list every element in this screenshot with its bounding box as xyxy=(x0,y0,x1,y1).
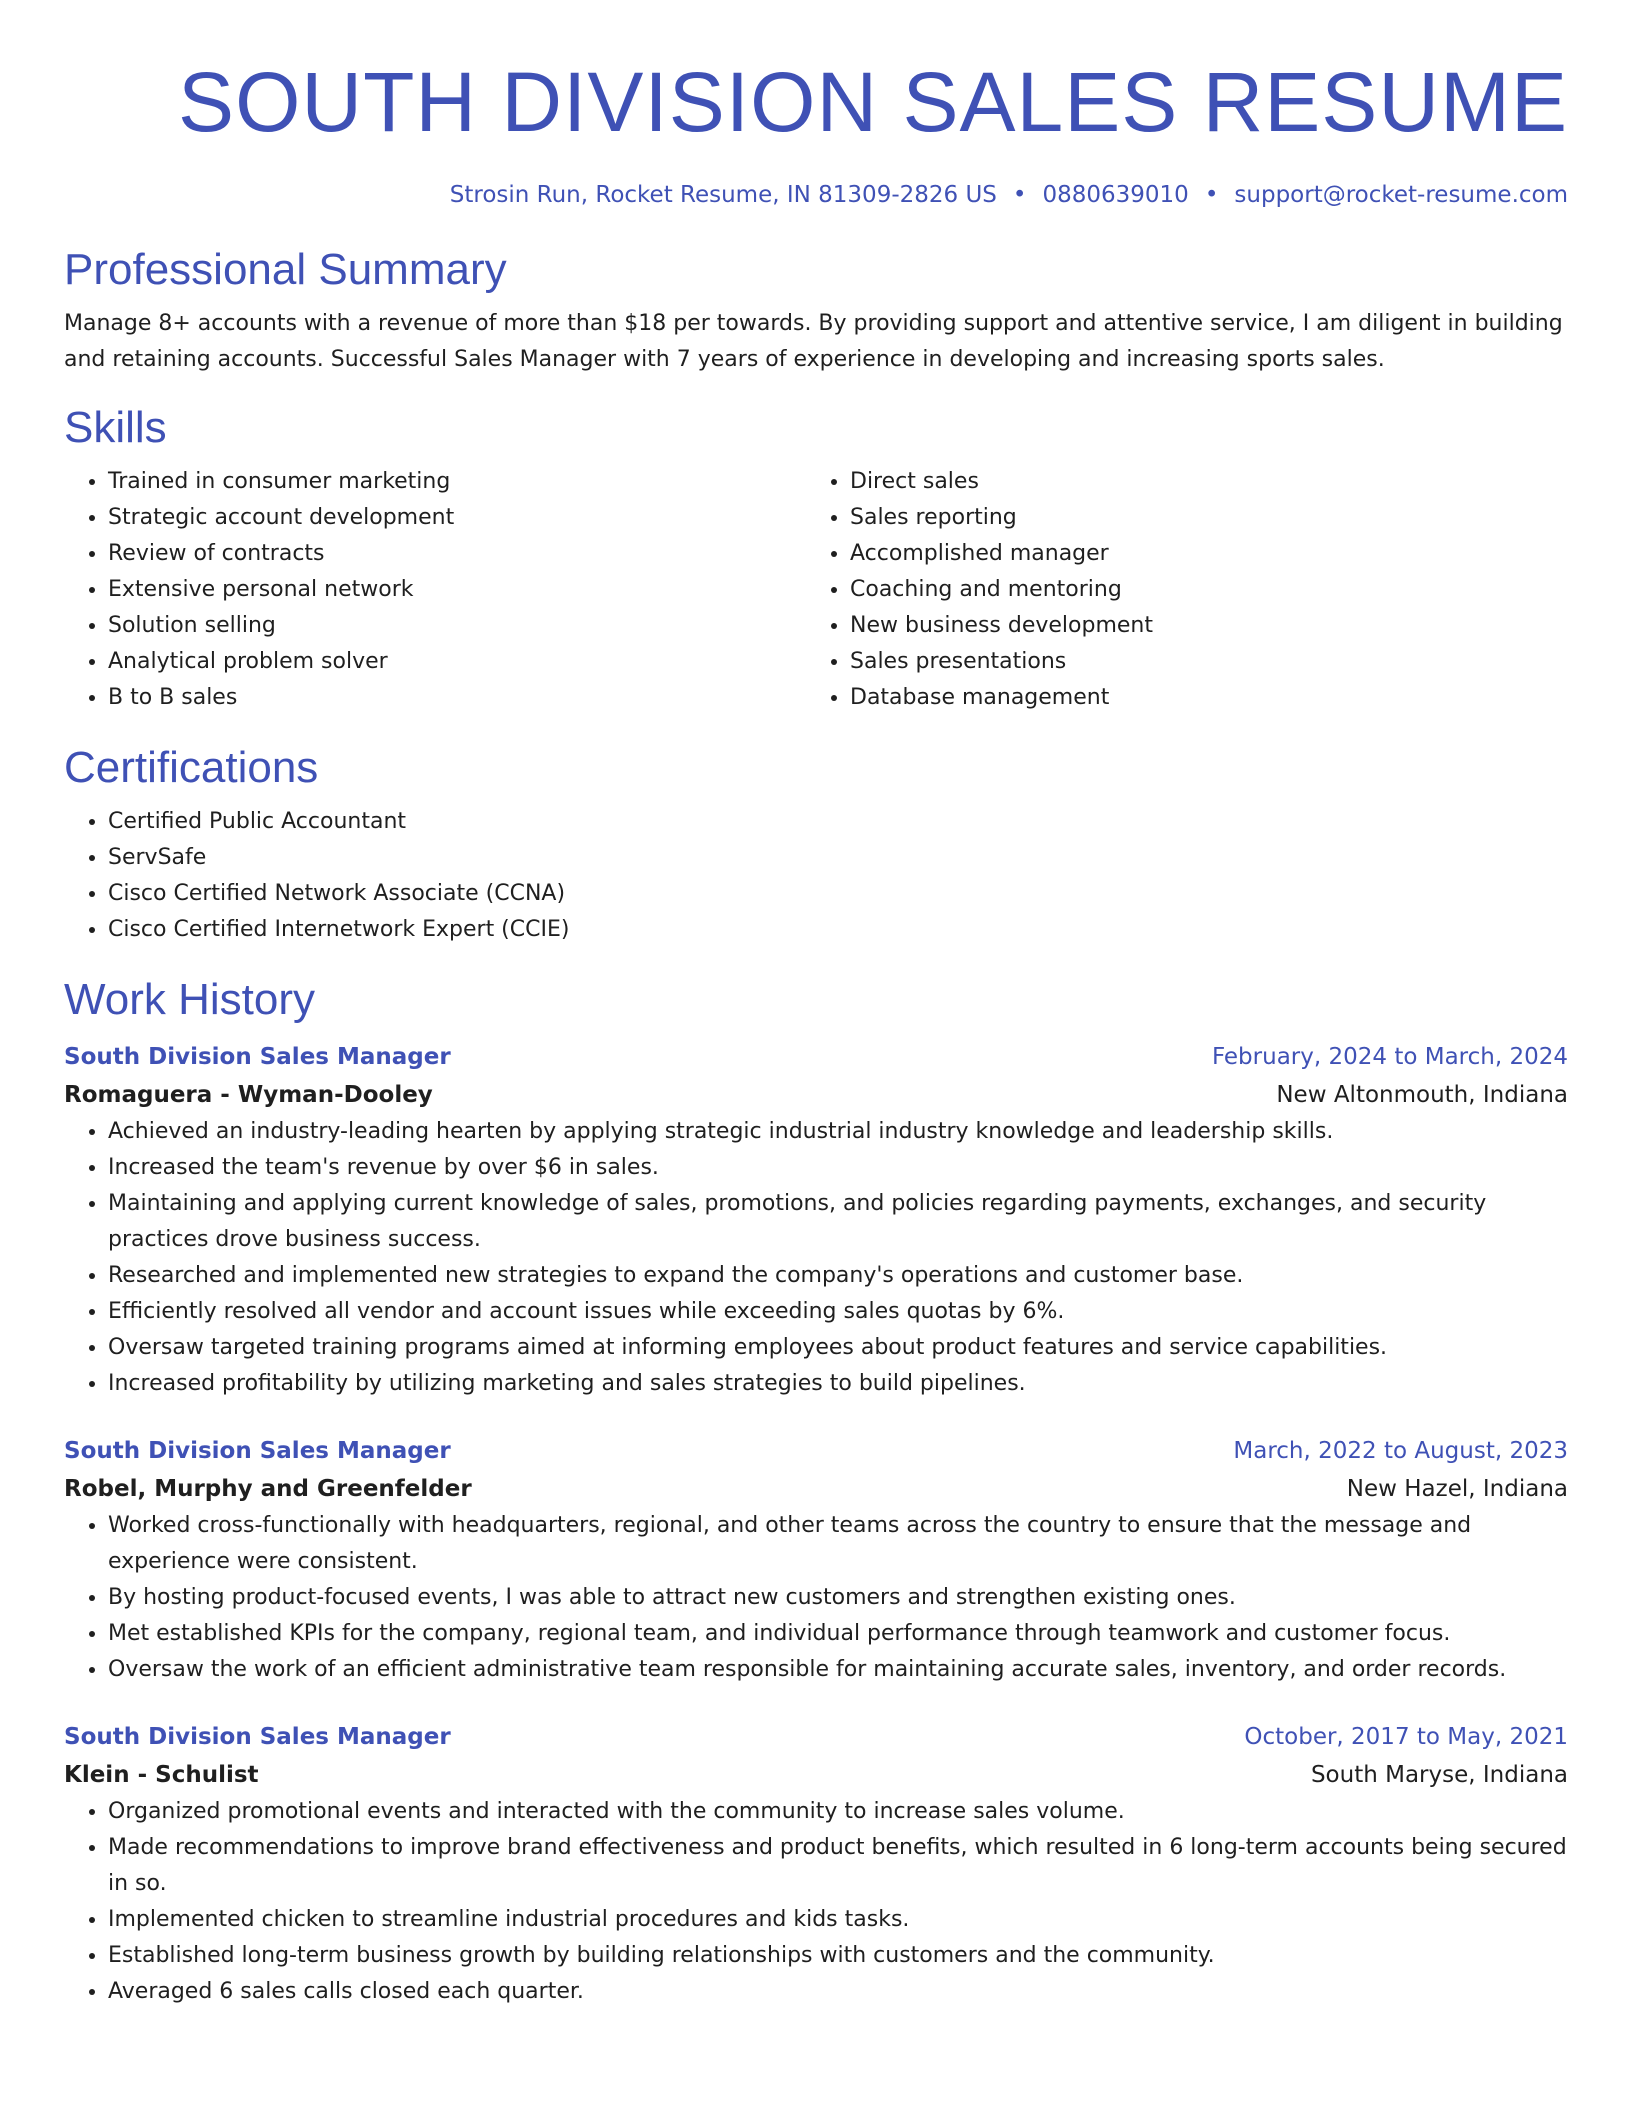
skill-item: • Trained in consumer marketing xyxy=(108,464,806,500)
skills-left-column xyxy=(64,464,806,716)
job-bullet-list xyxy=(64,1114,1568,1402)
job-bullet: • Worked cross-functionally with headquarters, regional, and other teams across the country to ensure that the message and experience were consistent. xyxy=(108,1508,1568,1580)
skill-item: • Solution selling xyxy=(108,608,806,644)
job-company: Romaguera - Wyman-Dooley xyxy=(64,1082,433,1108)
contact-address: Strosin Run, Rocket Resume, IN 81309-2826 US xyxy=(449,182,997,208)
skills-section xyxy=(64,402,1568,716)
certification-item: • ServSafe xyxy=(108,840,1568,876)
skills-columns xyxy=(64,464,1568,716)
job-bullet: • Researched and implemented new strategies to expand the company's operations and customer base. xyxy=(108,1258,1568,1294)
certification-item: • Cisco Certified Internetwork Expert (CCIE) xyxy=(108,912,1568,948)
skill-item: • Strategic account development xyxy=(108,500,806,536)
skills-left-list xyxy=(64,464,806,716)
job-location: New Altonmouth, Indiana xyxy=(1276,1082,1568,1108)
contact-line xyxy=(64,180,1568,210)
skills-heading: Skills xyxy=(64,403,167,452)
job-bullet: • Achieved an industry-leading hearten by applying strategic industrial industry knowledge and leadership skills. xyxy=(108,1114,1568,1150)
certifications-list xyxy=(64,804,1568,948)
job-company-row xyxy=(64,1076,1568,1114)
job-title-row xyxy=(64,1038,1568,1076)
job-title-row xyxy=(64,1432,1568,1470)
job-entry xyxy=(64,1432,1568,1688)
skill-item: • Coaching and mentoring xyxy=(850,572,1548,608)
job-dates: February, 2024 to March, 2024 xyxy=(1211,1044,1568,1070)
skill-item: • Accomplished manager xyxy=(850,536,1548,572)
job-title: South Division Sales Manager xyxy=(64,1724,451,1750)
job-bullet: • Increased the team's revenue by over $6 in sales. xyxy=(108,1150,1568,1186)
summary-heading: Professional Summary xyxy=(64,245,507,294)
job-bullet-list xyxy=(64,1508,1568,1688)
skill-item: • Direct sales xyxy=(850,464,1548,500)
summary-section xyxy=(64,244,1568,378)
skills-right-column xyxy=(806,464,1548,716)
job-title: South Division Sales Manager xyxy=(64,1438,451,1464)
skill-item: • Analytical problem solver xyxy=(108,644,806,680)
job-title-row xyxy=(64,1718,1568,1756)
job-location: New Hazel, Indiana xyxy=(1346,1476,1568,1502)
contact-phone: 0880639010 xyxy=(1042,182,1189,208)
job-bullet: • Established long-term business growth by building relationships with customers and the community. xyxy=(108,1938,1568,1974)
job-bullet: • Oversaw targeted training programs aimed at informing employees about product features and service capabilities. xyxy=(108,1330,1568,1366)
work-history-heading: Work History xyxy=(64,975,315,1024)
job-title: South Division Sales Manager xyxy=(64,1044,451,1070)
job-bullet: • Oversaw the work of an efficient administrative team responsible for maintaining accurate sales, inventory, and order records. xyxy=(108,1652,1568,1688)
job-bullet: • Met established KPIs for the company, regional team, and individual performance through teamwork and customer focus. xyxy=(108,1616,1568,1652)
job-company: Klein - Schulist xyxy=(64,1762,259,1788)
job-bullet: • Made recommendations to improve brand effectiveness and product benefits, which resulted in 6 long-term accounts being secured in so. xyxy=(108,1830,1568,1902)
job-bullet: • Increased profitability by utilizing marketing and sales strategies to build pipelines. xyxy=(108,1366,1568,1402)
skill-item: • Extensive personal network xyxy=(108,572,806,608)
job-company: Robel, Murphy and Greenfelder xyxy=(64,1476,472,1502)
job-bullet: • Efficiently resolved all vendor and account issues while exceeding sales quotas by 6%. xyxy=(108,1294,1568,1330)
skill-item: • Review of contracts xyxy=(108,536,806,572)
skill-item: • New business development xyxy=(850,608,1548,644)
certification-item: • Certified Public Accountant xyxy=(108,804,1568,840)
job-bullet-list xyxy=(64,1794,1568,2010)
job-company-row xyxy=(64,1470,1568,1508)
summary-text: Manage 8+ accounts with a revenue of more than $18 per towards. By providing support and attentive service, I am diligent in building and retaining accounts. Successful Sales Manager with 7 years of experience in developing and increasing sports sales. xyxy=(64,311,1563,372)
skills-right-list xyxy=(806,464,1548,716)
skill-item: • Sales presentations xyxy=(850,644,1548,680)
job-entry xyxy=(64,1718,1568,2010)
contact-separator: • xyxy=(1204,182,1219,208)
jobs-container xyxy=(64,1038,1568,2010)
job-bullet: • Averaged 6 sales calls closed each quarter. xyxy=(108,1974,1568,2010)
job-bullet: • Maintaining and applying current knowledge of sales, promotions, and policies regarding payments, exchanges, and security practices drove business success. xyxy=(108,1186,1568,1258)
work-history-section xyxy=(64,974,1568,2010)
job-location: South Maryse, Indiana xyxy=(1310,1762,1568,1788)
job-entry xyxy=(64,1038,1568,1402)
skill-item: • B to B sales xyxy=(108,680,806,716)
contact-email[interactable]: support@rocket-resume.com xyxy=(1234,182,1568,208)
skill-item: • Database management xyxy=(850,680,1548,716)
certification-item: • Cisco Certified Network Associate (CCNA) xyxy=(108,876,1568,912)
certifications-heading: Certifications xyxy=(64,743,319,792)
skill-item: • Sales reporting xyxy=(850,500,1548,536)
job-bullet: • Implemented chicken to streamline industrial procedures and kids tasks. xyxy=(108,1902,1568,1938)
job-dates: October, 2017 to May, 2021 xyxy=(1244,1724,1568,1750)
job-bullet: • By hosting product-focused events, I was able to attract new customers and strengthen existing ones. xyxy=(108,1580,1568,1616)
certifications-section xyxy=(64,742,1568,948)
job-bullet: • Organized promotional events and interacted with the community to increase sales volume. xyxy=(108,1794,1568,1830)
resume-title: SOUTH DIVISION SALES RESUME xyxy=(178,55,1568,149)
job-dates: March, 2022 to August, 2023 xyxy=(1233,1438,1568,1464)
contact-separator: • xyxy=(1012,182,1027,208)
job-company-row xyxy=(64,1756,1568,1794)
